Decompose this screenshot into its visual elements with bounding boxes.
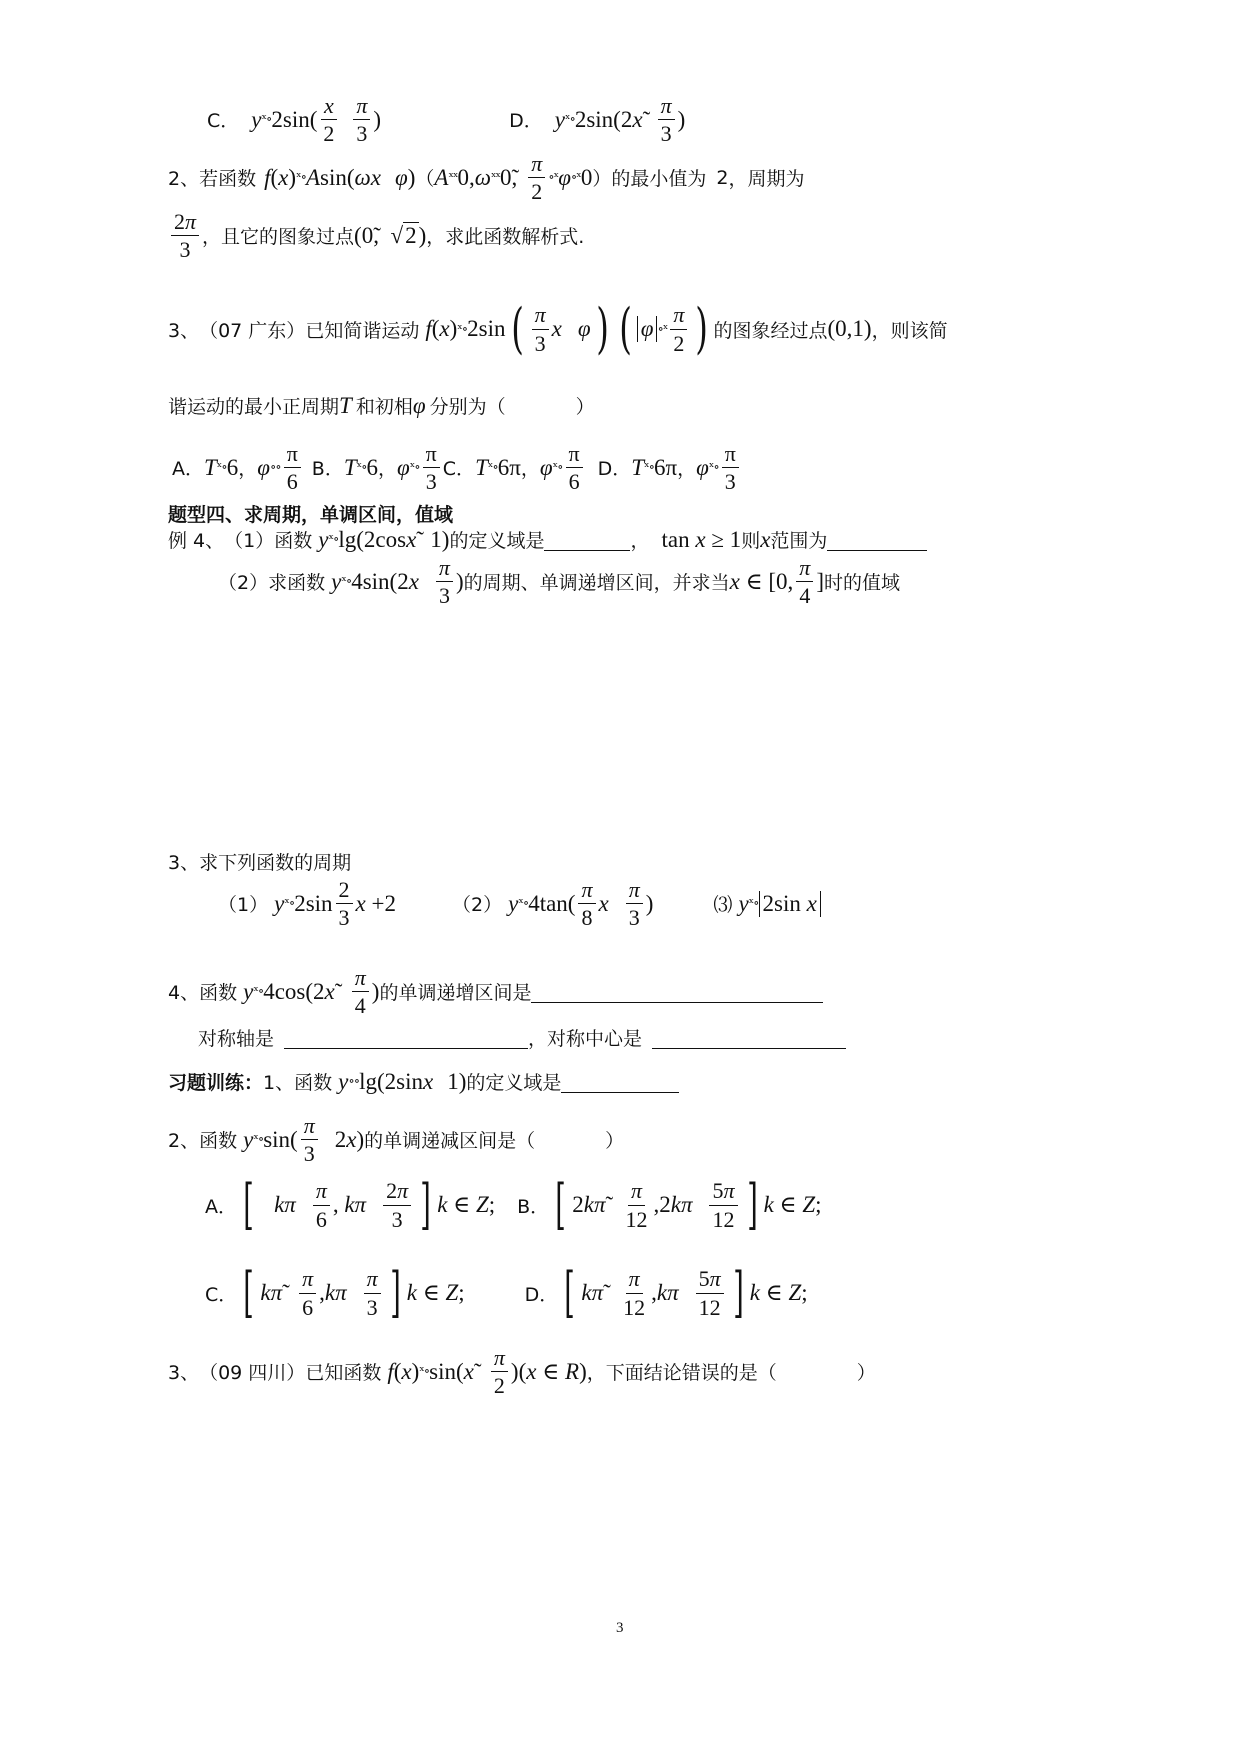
practice-2-options-ab: A． [ kπ $\frac{\pi}{6}$ , kπ $\frac{2\pi}{3}$ ] k ∈ Z; B． [ 2kπ $\frac{\pi}{12}$ ,2kπ $\frac{5\pi}{12}$ ] k ∈ Z; bbox=[205, 1173, 822, 1236]
option-d-label: D． bbox=[524, 1283, 559, 1306]
question-3-line1: 3、 （07 广东） 已知简谐运动 f (x) ˣ∘ 2sin ( $\frac{\pi}{3}$ x φ ) ( φ ∘ˣ $\frac{\pi}{2}$ ) 的图象经过点 (0,1) ，则该简 bbox=[168, 297, 948, 360]
answer-blank-domain[interactable] bbox=[544, 528, 630, 551]
answer-blank-tan-range[interactable] bbox=[827, 528, 927, 551]
answer-blank-axis[interactable] bbox=[284, 1026, 528, 1049]
question-4-line2: 对称轴是 ，对称中心是 bbox=[198, 1024, 846, 1051]
option-c-label: C． bbox=[442, 458, 476, 481]
question-3b-items: （1） y ˣ∘ 2sin $\frac{2}{3}$ x +2 （2） y ˣ∘ 4tan( $\frac{\pi}{8}$ x $\frac{\pi}{3}$ ) ⑶ y ˣ∘ 2sin x bbox=[218, 878, 821, 929]
option-c-formula: y bbox=[251, 106, 262, 132]
option-b-label: B． bbox=[517, 1195, 550, 1218]
practice-2-line1: 2、 函数 y ˣ∘ sin( $\frac{\pi}{3}$ 2x) 的单调递减区间是（ ） bbox=[168, 1113, 625, 1167]
question-3-options: A． T ˣ∘ 6 ， φ ∘∘ $\frac{\pi}{6}$ B． T ˣ∘ 6 ， φ ˣ∘ $\frac{\pi}{3}$ C． T ˣ∘ 6π ， φ ˣ∘ $\frac{\pi}{6}$ D． T ˣ∘ 6π ， φ ˣ∘ $\frac{\pi}{3}$ bbox=[172, 442, 742, 493]
option-c-label: C． bbox=[205, 1283, 238, 1306]
example-4-part2: （2）求函数 y ˣ∘ 4sin(2x $\frac{\pi}{3}$ ) 的周期、单调递增区间，并求当 x ∈ [0, $\frac{\pi}{4}$ ] 时的值域 bbox=[218, 555, 901, 609]
answer-blank-practice-domain[interactable] bbox=[561, 1070, 679, 1093]
option-d-label: D． bbox=[597, 458, 632, 481]
option-a-label: A． bbox=[205, 1195, 237, 1218]
question-2-line2: $\frac{2\pi}{3}$ ，且它的图象过点 (0̃, √ 2 ) ，求此函数解析式. bbox=[168, 210, 584, 261]
question-3b-heading: 3、 求下列函数的周期 bbox=[168, 852, 352, 874]
page-number: 3 bbox=[616, 1620, 624, 1636]
practice-2-options-cd: C． [ kπ $\frac{\pi}{6}$ ,kπ $\frac{\pi}{3}$ ] k ∈ Z; D． [ kπ $\frac{\pi}{12}$ ,kπ $\frac{5\pi}{12}$ ] k ∈ Z; bbox=[205, 1261, 808, 1324]
practice-3-line1: 3、 （09 四川） 已知函数 f (x) ˣ∘ sin(x $\frac{\pi}{2}$ )(x ∈ R) ，下面结论错误的是（ ） bbox=[168, 1345, 876, 1399]
practice-line1: 习题训练： 1、函数 y ∘∘ lg(2sinx 1) 的定义域是 bbox=[168, 1068, 679, 1095]
question-3-line2: 谐运动的最小正周期 T 和初相 φ 分别为（ ） bbox=[168, 392, 595, 418]
answer-blank-increasing-interval[interactable] bbox=[531, 980, 823, 1003]
option-c-label: C． bbox=[207, 110, 240, 133]
answer-blank-center[interactable] bbox=[652, 1026, 846, 1049]
question-4-line1: 4、 函数 y ˣ∘ 4cos(2x $\frac{\pi}{4}$ ) 的单调递增区间是 bbox=[168, 966, 823, 1017]
option-d-formula: y bbox=[554, 106, 565, 132]
option-a-label: A． bbox=[172, 458, 204, 481]
option-d-label: D． bbox=[509, 110, 543, 133]
question-2-line1: 2、 若函数 f (x) ˣ∘ Asin(ωx φ) （ A ˣˣ 0,ω ˣˣ 0̃, $\frac{\pi}{2}$ ∘ˣ φ ∘ˣ 0 ） 的最小值为 2 ，周期为 bbox=[168, 151, 805, 205]
options-cd-row: C． y ˣ∘ 2sin( $\frac{x}{2}$ $\frac{\pi}{3}$ ) D． y ˣ∘ 2sin(2x $\frac{\pi}{3}$ ) bbox=[207, 93, 686, 147]
example-4-part1: 例 4、 （1）函数 y ˣ∘ lg(2cosx 1) 的定义域是 ， tan x ≥ 1 则 x 范围为 bbox=[168, 526, 927, 553]
section-4-heading: 题型四、求周期，单调区间，值域 bbox=[168, 504, 454, 526]
option-b-label: B． bbox=[311, 458, 344, 481]
